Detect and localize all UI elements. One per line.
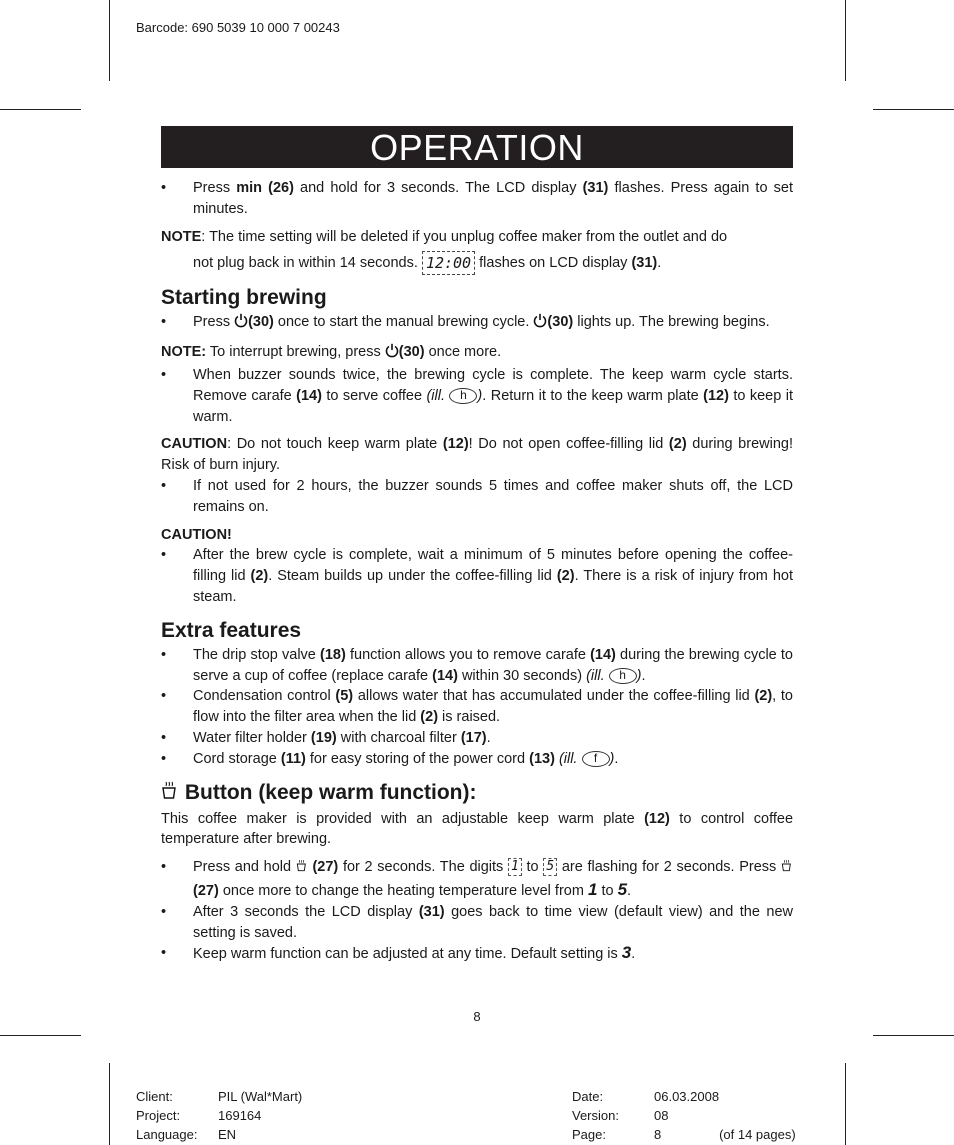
keep-warm-cup-icon [781,859,793,880]
lcd-display-icon: 12:00 [422,251,475,275]
note-paragraph: NOTE: The time setting will be deleted if you unplug coffee maker from the outlet and do [161,228,728,245]
crop-mark-bottom-left-v [109,1063,110,1145]
footer-value: EN [218,1127,237,1142]
list-item: • Water filter holder (19) with charcoal filter (17). [161,728,793,749]
power-icon [385,343,399,365]
footer-left [136,1087,302,1144]
list-item: • If not used for 2 hours, the buzzer sounds 5 times and coffee maker shuts off, the LCD remains on. [161,476,793,518]
page-number: 8 [473,1009,481,1024]
crop-mark-top-left-v [109,0,110,81]
footer-value: PIL (Wal*Mart) [218,1089,303,1104]
footer-value: 169164 [218,1108,262,1123]
keep-warm-cup-icon [296,859,308,880]
list-item: • After the brew cycle is complete, wait a minimum of 5 minutes before opening the coffee-filling lid (2). Steam builds up under the coffee-filling lid (2). There is a risk of injury from hot steam. [161,545,793,607]
illustration-ref-icon: h [449,388,477,404]
footer-label: Date: [572,1089,604,1104]
list-item: • Condensation control (5) allows water that has accumulated under the coffee-filling lid (2), to flow into the filter area when the lid (2) is raised. [161,686,793,728]
lcd-digit-icon: 1 [508,858,522,876]
footer-label: Page: [572,1127,606,1142]
section-heading-extra-features: Extra features [161,618,302,642]
list-item: • The drip stop valve (18) function allows you to remove carafe (14) during the brewing cycle to serve a cup of coffee (replace carafe (14) within 30 seconds) (ill. h ). [161,645,793,687]
crop-mark-top-right-v [845,0,846,81]
list-item: • When buzzer sounds twice, the brewing cycle is complete. The keep warm cycle starts. Remove carafe (14) to serve coffee (ill. h ). Return it to the keep warm plate (12) to keep it warm. [161,365,793,427]
footer-value: 06.03.2008 [654,1089,720,1104]
intro-paragraph: This coffee maker is provided with an adjustable keep warm plate (12) to control coffee temperature after brewing. [161,810,794,848]
illustration-ref-icon: h [609,668,637,684]
caution-paragraph: CAUTION: Do not touch keep warm plate (12)! Do not open coffee-filling lid (2) during brewing! Risk of burn injury. [161,436,793,474]
lcd-digit-icon: 5 [617,879,628,899]
barcode-text: Barcode: 690 5039 10 000 7 00243 [136,20,340,35]
power-icon [533,313,547,335]
caution-heading: CAUTION! [161,526,232,543]
lcd-digit-icon: 3 [621,943,632,963]
list-item: • Press (30) once to start the manual brewing cycle. (30) lights up. The brewing begins. [161,312,793,335]
section-heading-starting-brewing: Starting brewing [161,286,327,310]
illustration-ref-icon: f [582,751,610,767]
crop-mark-bottom-right-h [873,1035,954,1036]
footer-extra [719,1106,796,1125]
footer-label: Language: [136,1127,198,1142]
main-content [161,178,793,965]
footer-label: Version: [572,1108,619,1123]
footer-value: 8 [654,1127,662,1142]
lcd-digit-icon: 1 [587,879,598,899]
crop-mark-top-right-h [873,109,954,110]
list-item: • Press and hold (27) for 2 seconds. The digits 1 to 5 are flashing for 2 seconds. Press (27) once more to change the heating temperature level from 1 to 5. [161,857,793,902]
note-paragraph: NOTE: To interrupt brewing, press (30) once more. [161,342,793,365]
footer-label: Project: [136,1108,181,1123]
power-icon [234,313,248,335]
footer-extra [719,1087,796,1106]
list-item: • Keep warm function can be adjusted at any time. Default setting is 3. [161,943,793,965]
crop-mark-top-left-h [0,109,81,110]
footer-label: Client: [136,1089,173,1104]
crop-mark-bottom-right-v [845,1063,846,1145]
crop-mark-bottom-left-h [0,1035,81,1036]
list-item: • Press min (26) and hold for 3 seconds. The LCD display (31) flashes. Press again to set minutes. [161,178,793,220]
footer-value: 08 [654,1108,669,1123]
list-item: • After 3 seconds the LCD display (31) goes back to time view (default view) and the new setting is saved. [161,902,793,944]
page-title: OPERATION [161,126,793,168]
note-continuation: not plug back in within 14 seconds. 12:00 flashes on LCD display (31). [161,251,793,275]
keep-warm-cup-icon [161,781,179,808]
footer-extra: (of 14 pages) [719,1127,796,1142]
lcd-digit-icon: 5 [543,858,557,876]
footer-right [572,1087,796,1144]
list-item: • Cord storage (11) for easy storing of the power cord (13) (ill. f ). [161,749,793,770]
section-heading-keep-warm: Button (keep warm function): [161,780,793,808]
